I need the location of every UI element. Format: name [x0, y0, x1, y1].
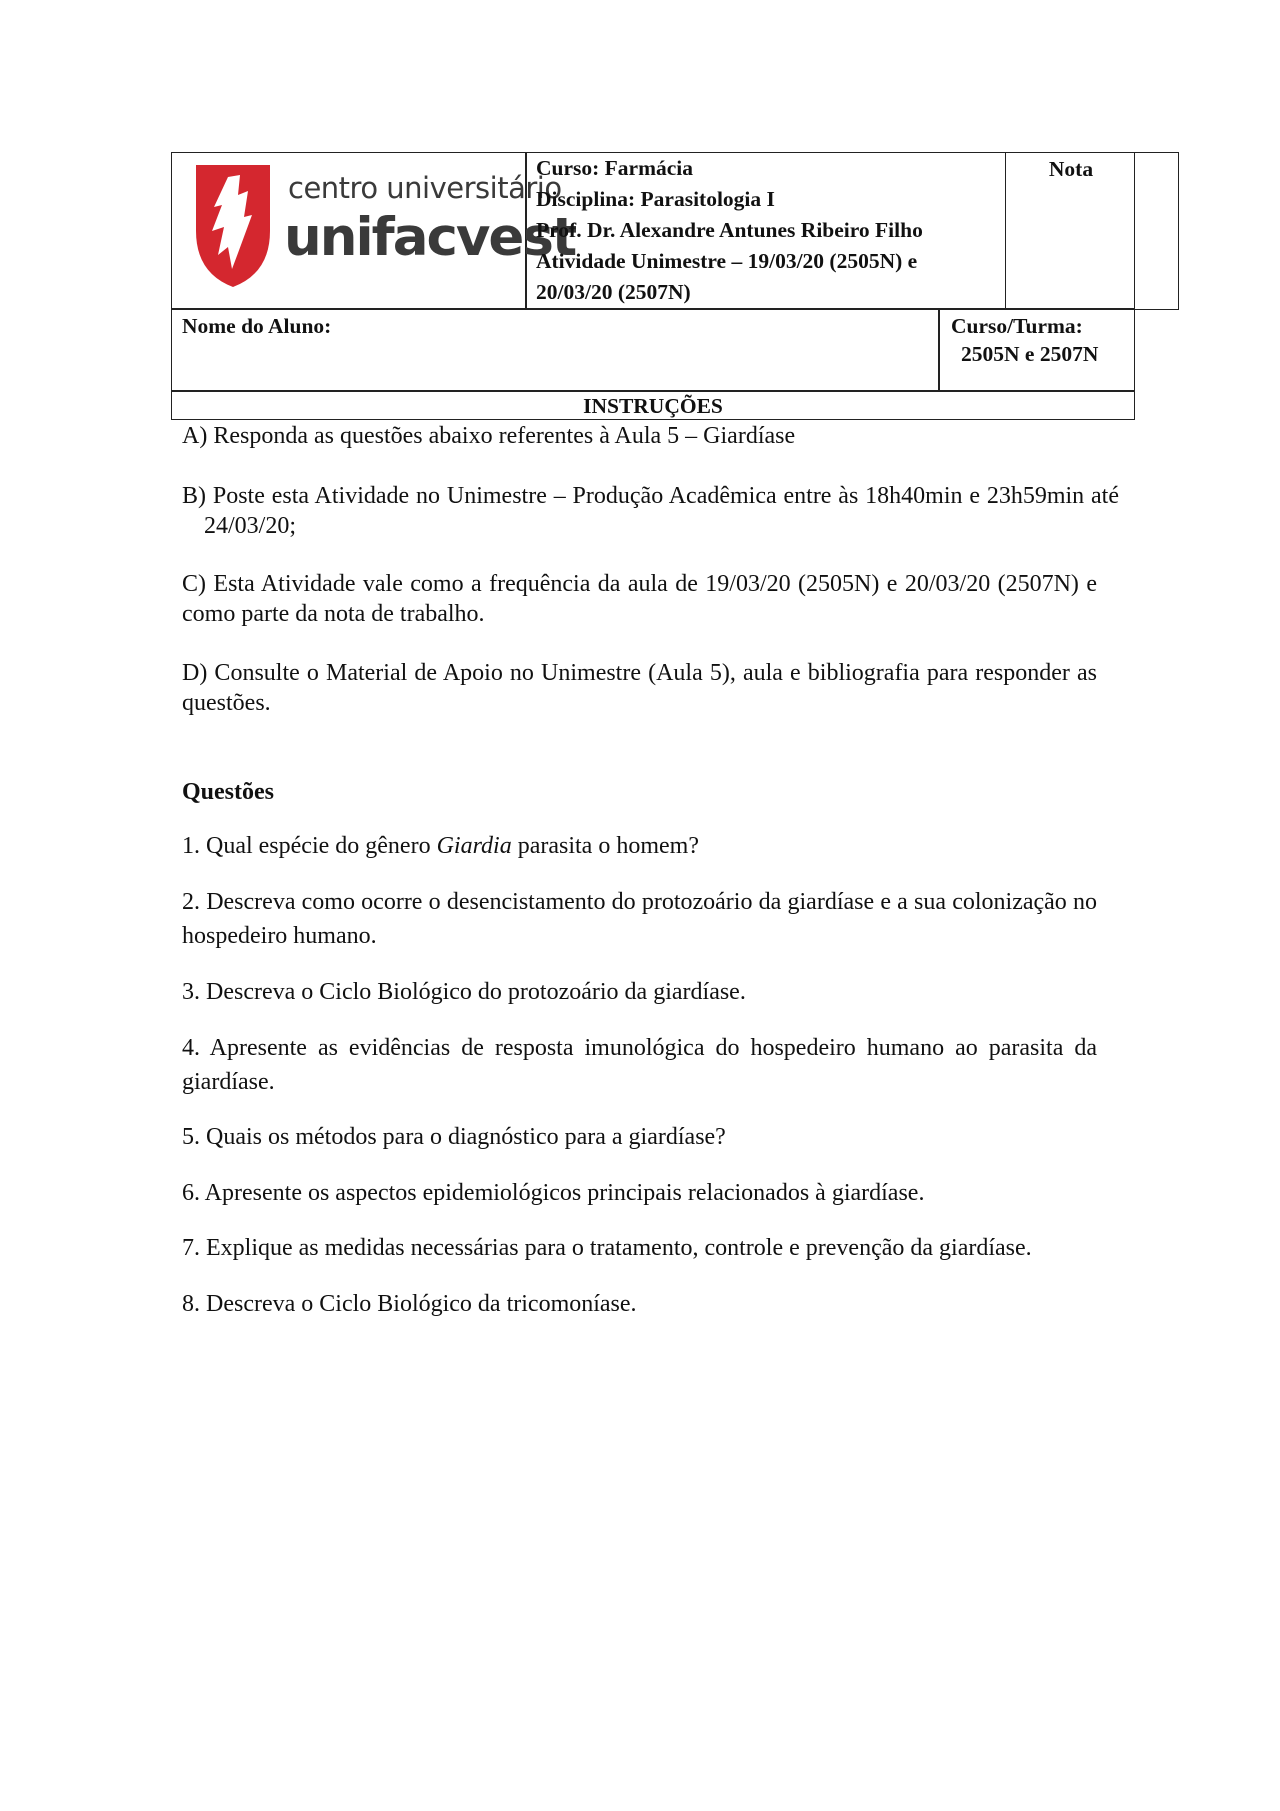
instruction-d: D) Consulte o Material de Apoio no Unimestre (Aula 5), aula e bibliografia para responder as questões. [182, 660, 1097, 716]
question-8: 8. Descreva o Ciclo Biológico da tricomoníase. [182, 1291, 637, 1317]
question-1-start: 1. Qual espécie do gênero [182, 833, 437, 859]
instructions-title: INSTRUÇÕES [583, 394, 723, 418]
instruction-b: B) Poste esta Atividade no Unimestre – Produção Acadêmica entre às 18h40min e 23h59min até 24/03/20; [182, 483, 1119, 539]
question-3: 3. Descreva o Ciclo Biológico do protozoário da giardíase. [182, 979, 746, 1005]
header-table [171, 152, 1135, 422]
professor-line: Prof. Dr. Alexandre Antunes Ribeiro Filho [536, 218, 923, 242]
question-1 [182, 829, 1097, 863]
question-6: 6. Apresente os aspectos epidemiológicos principais relacionados à giardíase. [182, 1180, 925, 1206]
logo-cell [171, 152, 576, 310]
logo-top-text: centro universitário [288, 171, 562, 205]
logo-main-text: unifacvest [284, 207, 576, 268]
instructions-title-cell [171, 390, 1135, 420]
instruction-c: C) Esta Atividade vale como a frequência da aula de 19/03/20 (2505N) e 20/03/20 (2507N) e como parte da nota de trabalho. [182, 571, 1097, 627]
question-4: 4. Apresente as evidências de resposta imunológica do hospedeiro humano ao parasita da giardíase. [182, 1035, 1097, 1095]
class-value: 2505N e 2507N [961, 342, 1099, 366]
instruction-a: A) Responda as questões abaixo referentes à Aula 5 – Giardíase [182, 423, 796, 449]
questions-heading: Questões [182, 779, 274, 805]
class-cell [938, 308, 1135, 392]
activity-line: Atividade Unimestre – 19/03/20 (2505N) e [536, 249, 918, 273]
question-7: 7. Explique as medidas necessárias para o tratamento, controle e prevenção da giardíase. [182, 1235, 1032, 1261]
course-line: Curso: Farmácia [536, 156, 694, 180]
logo-emblem-icon [188, 161, 278, 291]
question-1-genus: Giardia [436, 833, 512, 859]
student-name-label: Nome do Aluno: [182, 314, 332, 338]
question-5: 5. Quais os métodos para o diagnóstico para a giardíase? [182, 1124, 726, 1150]
grade-cell[interactable] [1005, 152, 1135, 310]
grade-label: Nota [1048, 157, 1094, 181]
question-1-end: parasita o homem? [511, 833, 699, 859]
unifacvest-logo [188, 161, 576, 291]
class-label: Curso/Turma: [951, 314, 1083, 338]
activity-date-line: 20/03/20 (2507N) [536, 280, 691, 304]
discipline-line: Disciplina: Parasitologia I [536, 187, 775, 211]
question-2: 2. Descreva como ocorre o desencistamento do protozoário da giardíase e a sua colonização no hospedeiro humano. [182, 889, 1097, 949]
student-name-cell[interactable] [171, 308, 940, 392]
